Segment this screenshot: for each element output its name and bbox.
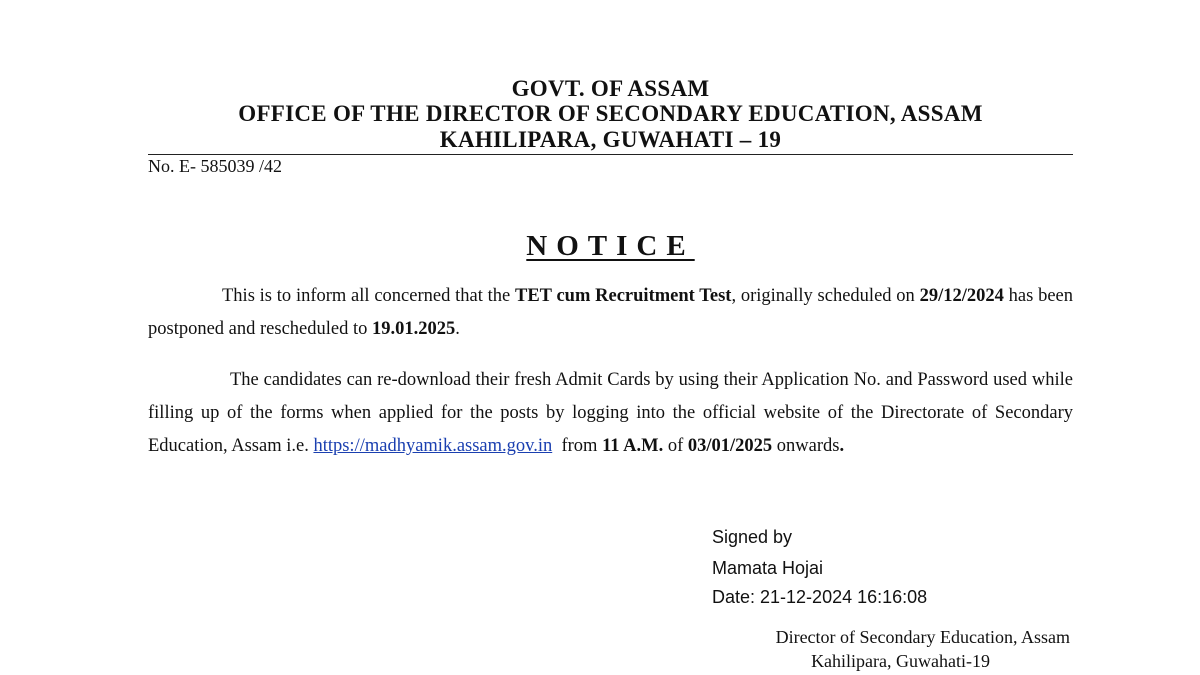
start-date: 03/01/2025 <box>687 436 773 456</box>
paragraph-postponement <box>148 280 1073 346</box>
start-time: 11 A.M. <box>602 436 664 456</box>
designation-address: Kahilipara, Guwahati-19 <box>811 651 990 671</box>
p2-text-5: . <box>839 436 845 456</box>
signed-by-label: Signed by <box>712 527 793 547</box>
reference-number: No. E- 585039 /42 <box>148 156 282 176</box>
paragraph-admit-card <box>148 364 1073 463</box>
signature-date: Date: 21-12-2024 16:16:08 <box>712 587 928 607</box>
p2-text-2: from <box>552 436 603 456</box>
designation-title: Director of Secondary Education, Assam <box>775 627 1070 647</box>
notice-title: NOTICE <box>526 230 695 262</box>
p1-text-1: This is to inform all concerned that the <box>222 286 515 306</box>
exam-name: TET cum Recruitment Test <box>515 286 732 306</box>
p1-text-3: has been postponed and rescheduled to <box>148 286 1073 339</box>
signer-name: Mamata Hojai <box>712 558 824 578</box>
header-divider <box>148 154 1073 155</box>
p1-text-2: , originally scheduled on <box>731 286 920 306</box>
header-govt: GOVT. OF ASSAM <box>511 76 710 101</box>
header-address: KAHILIPARA, GUWAHATI – 19 <box>439 127 782 152</box>
p2-text-1: The candidates can re-download their fresh Admit Cards by using their Application No. and Password used while filling up of the forms when applied for the posts by logging into the official website of the Directorate of Secondary Education, Assam i.e. <box>148 370 1073 456</box>
official-website-link[interactable]: https://madhyamik.assam.gov.in <box>313 436 553 456</box>
p1-text-4: . <box>455 319 460 339</box>
p2-text-3: of <box>663 436 688 456</box>
original-date: 29/12/2024 <box>919 286 1004 306</box>
p2-text-4: onwards <box>772 436 840 456</box>
rescheduled-date: 19.01.2025 <box>372 319 456 339</box>
header-office: OFFICE OF THE DIRECTOR OF SECONDARY EDUCATION, ASSAM <box>238 101 983 126</box>
